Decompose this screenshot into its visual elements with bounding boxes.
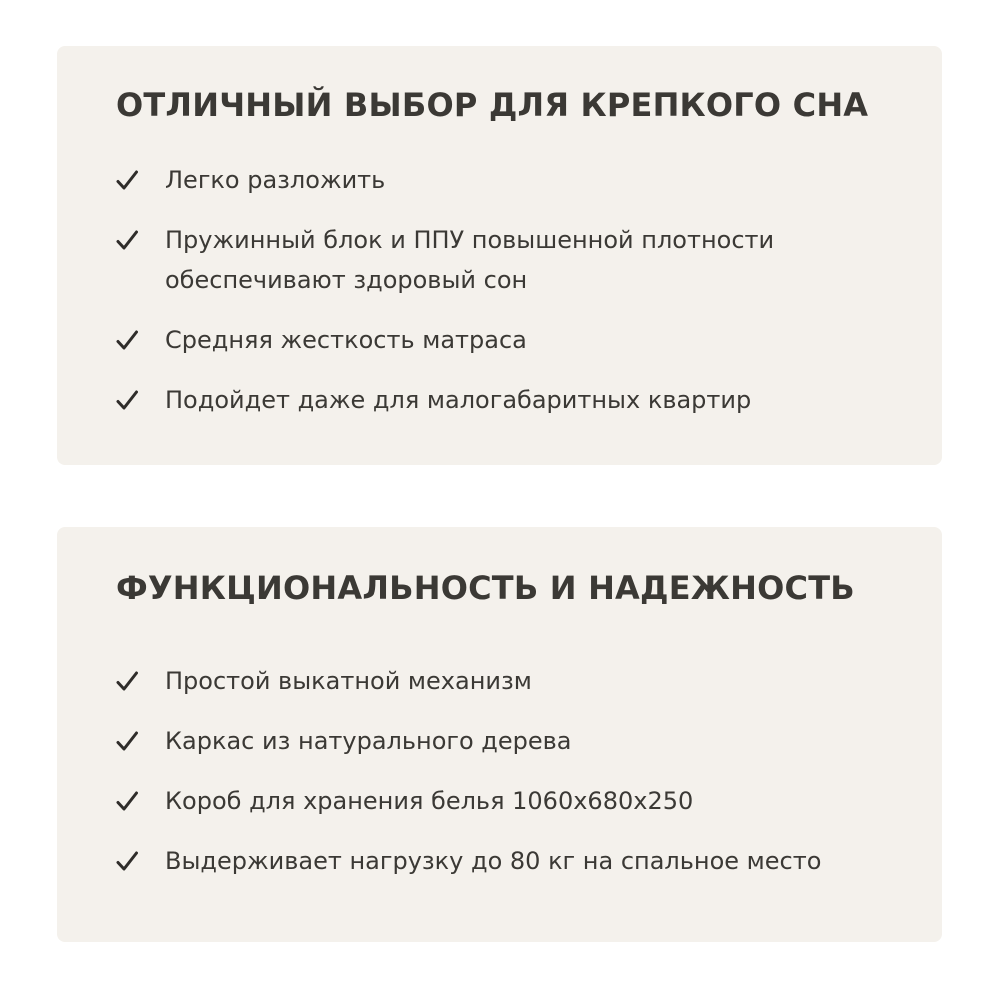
check-icon [116, 229, 138, 251]
feature-text: Подойдет даже для малогабаритных квартир [165, 386, 752, 414]
check-icon [116, 389, 138, 411]
card-title: ОТЛИЧНЫЙ ВЫБОР ДЛЯ КРЕПКОГО СНА [116, 86, 869, 124]
feature-list [116, 160, 922, 420]
check-icon [116, 730, 138, 752]
feature-list [116, 661, 922, 881]
feature-text: Каркас из натурального дерева [165, 727, 572, 755]
list-item [116, 661, 922, 701]
list-item [116, 841, 922, 881]
list-item [116, 220, 922, 300]
list-item [116, 320, 922, 360]
check-icon [116, 169, 138, 191]
list-item [116, 160, 922, 200]
feature-text: Легко разложить [165, 166, 386, 194]
list-item [116, 721, 922, 761]
check-icon [116, 670, 138, 692]
feature-text: Короб для хранения белья 1060х680х250 [165, 787, 694, 815]
feature-text: Средняя жесткость матраса [165, 326, 527, 354]
feature-text: Простой выкатной механизм [165, 667, 532, 695]
features-card-sleep [57, 46, 942, 465]
feature-text: Выдерживает нагрузку до 80 кг на спальное место [165, 847, 822, 875]
list-item [116, 781, 922, 821]
features-card-reliability [57, 527, 942, 942]
check-icon [116, 850, 138, 872]
card-title: ФУНКЦИОНАЛЬНОСТЬ И НАДЕЖНОСТЬ [116, 569, 855, 607]
check-icon [116, 329, 138, 351]
check-icon [116, 790, 138, 812]
list-item [116, 380, 922, 420]
feature-text: Пружинный блок и ППУ повышенной плотности обеспечивают здоровый сон [165, 226, 775, 294]
